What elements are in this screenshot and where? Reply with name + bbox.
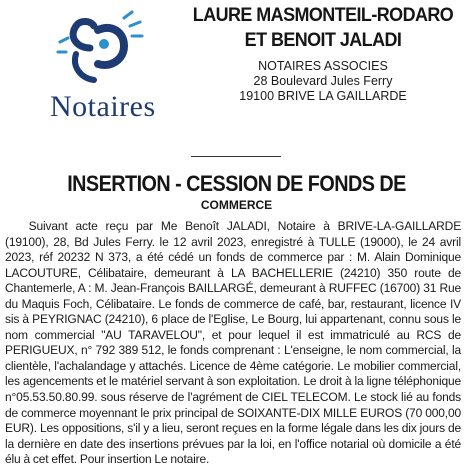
notary-names [190,3,457,53]
office-name: NOTAIRES ASSOCIES [258,59,388,73]
notary-header [178,3,468,104]
office-city: 19100 BRIVE LA GAILLARDE [239,89,407,103]
notice-body: Suivant acte reçu par Me Benoît JALADI, Notaire à BRIVE-LA-GAILLARDE (19100), 28, Bd Jules Ferry. le 12 avril 2023, enregistré à TULLE (19000), le 24 avril 2023, réf 20232 N 373, a été cédé un fonds de commerce par : M. Alain Dominique LACOUTURE, Célibataire, demeurant à LA BACHELLERIE (24210) 350 route de Chantemerle, A : M. Jean-François BAILLARGÉ, demeurant à RUFFEC (16700) 31 Rue du Maquis Foch, Célibataire. Le fonds de commerce de café, bar, restaurant, licence IV sis à PEYRIGNAC (24210), 6 place de l'Eglise, Le Bourg, lui appartenant, connu sous le nom commercial "AU TARAVELOU", et pour lequel il est immatriculé au RCS de PERIGUEUX, n° 792 389 512, le fonds comprenant : L'enseigne, le nom commercial, la clientèle, l'achalandage y attachés. Licence de 4ème catégorie. Le mobilier commercial, les agencements et le matériel servant à son exploitation. Le droit à la ligne téléphonique n°05.53.50.80.99. sous réserve de l'agrément de CIEL TELECOM. Le stock lié au fonds de commerce moyennant le prix principal de SOIXANTE-DIX MILLE EUROS (70 000,00 EUR). Les oppositions, s'il y a lieu, seront reçues en la forme légale dans les dix jours de la dernière en date des insertions prévues par la loi, en l'office notarial où domicile a été élu à cet effet. Pour insertion Le notaire. [5,219,462,467]
notaires-emblem-icon [20,8,180,88]
office-street: 28 Boulevard Jules Ferry [253,74,393,88]
notaires-logo [20,8,180,126]
notice-title: INSERTION - CESSION DE FONDS DE [67,171,406,196]
office-address [178,59,468,104]
notary-name-line-1: LAURE MASMONTEIL-RODARO [192,4,454,26]
notice-subtitle: COMMERCE [200,198,273,212]
header-divider [191,156,281,157]
logo-text: Notaires [50,90,156,123]
notary-name-line-2: ET BENOIT JALADI [244,29,402,51]
